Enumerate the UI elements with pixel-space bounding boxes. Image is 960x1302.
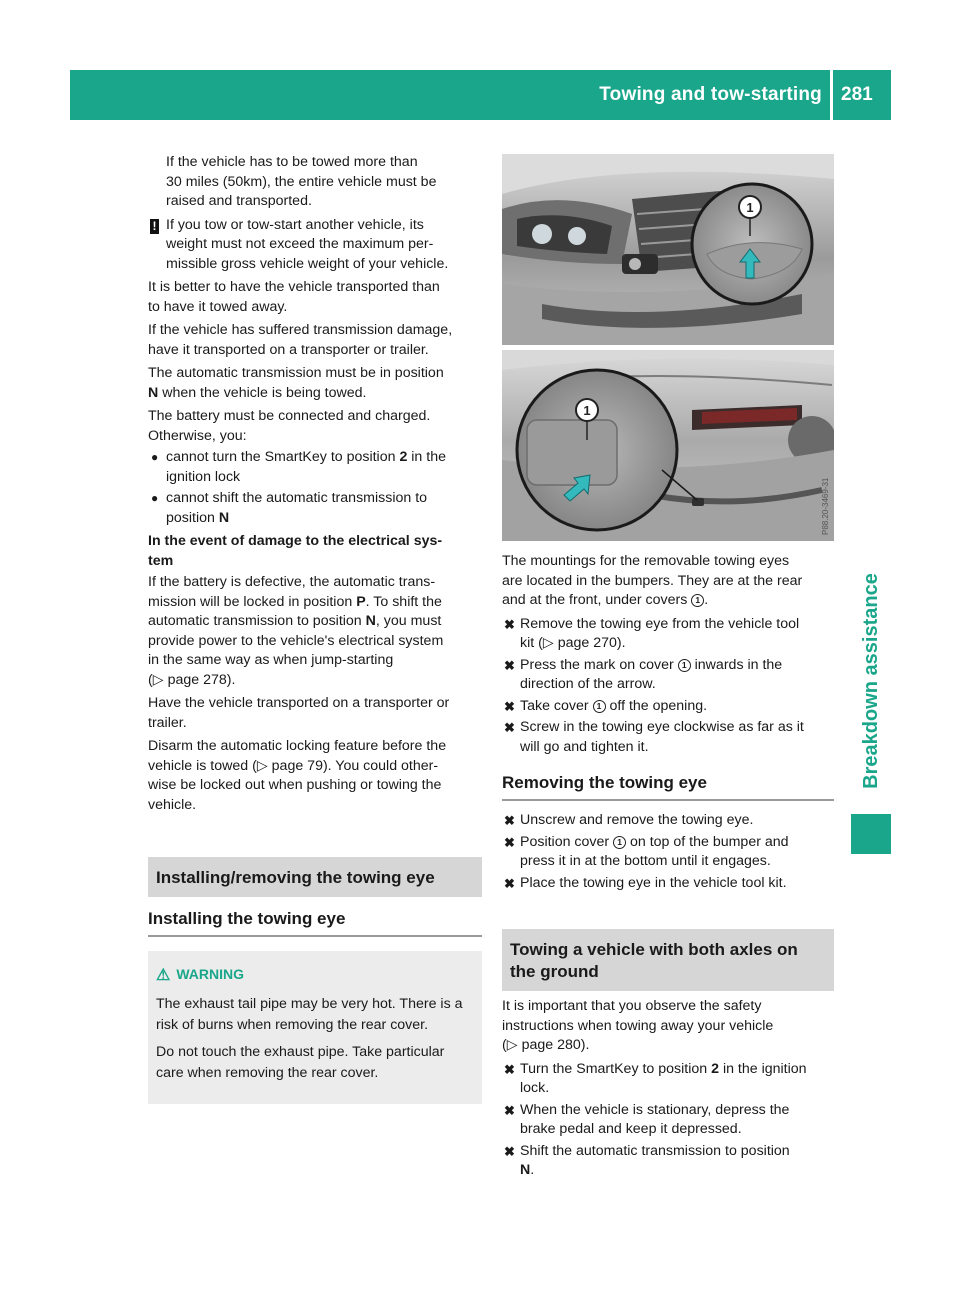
page-reference-link[interactable]: kit (▷ page 270).: [520, 635, 626, 651]
list-item: ✖ Unscrew and remove the towing eye.: [502, 811, 834, 831]
step-arrow-icon: ✖: [504, 1143, 515, 1159]
step-arrow-icon: ✖: [504, 875, 515, 891]
list-item: ✖ Place the towing eye in the vehicle tool kit.: [502, 874, 834, 894]
caution-note: ! If you tow or tow-start another vehicle, its weight must not exceed the maximum per- missible gross vehicle weight of your vehicle.: [148, 216, 482, 275]
warning-triangle-icon: ⚠: [156, 967, 171, 984]
bullet-icon: ●: [151, 491, 159, 505]
subheading-electrical: In the event of damage to the electrical sys- tem: [148, 533, 443, 569]
paragraph-important: It is important that you observe the safety instructions when towing away your vehicle (▷ page 280).: [502, 998, 774, 1053]
list-item: ✖ Shift the automatic transmission to position N.: [504, 1142, 790, 1178]
side-tab-marker: [851, 814, 891, 854]
circled-number-icon: 1: [678, 659, 691, 672]
circled-number-icon: 1: [613, 836, 626, 849]
rear-bumper-illustration: [502, 350, 834, 541]
list-item: ✖ Press the mark on cover 1 inwards in the direction of the arrow.: [504, 656, 783, 692]
warning-text: The exhaust tail pipe may be very hot. There is a risk of burns when removing the rear cover.: [156, 995, 463, 1033]
callout-number: 1: [746, 200, 754, 215]
step-arrow-icon: ✖: [504, 616, 515, 632]
left-column: [148, 153, 482, 1104]
paragraph-transmission-damage: If the vehicle has suffered transmission damage, have it transported on a transporter or trailer.: [148, 322, 453, 358]
page-reference-link[interactable]: (▷ page 278).: [148, 671, 236, 688]
list-item: ✖ When the vehicle is stationary, depress the brake pedal and keep it depressed.: [504, 1101, 790, 1137]
paragraph-battery-defective: If the battery is defective, the automatic trans- mission will be locked in position P. To shift the automatic transmission to position N, you must provide power to the vehicle's electrical system in the same way as when jump-starting (▷ page 278).: [148, 574, 444, 688]
paragraph-position-n: The automatic transmission must be in position N when the vehicle is being towed.: [148, 365, 444, 401]
step-arrow-icon: ✖: [504, 1102, 515, 1118]
section-heading-both-axles: Towing a vehicle with both axles on the ground: [502, 929, 834, 991]
paragraph-better: It is better to have the vehicle transported than to have it towed away.: [148, 279, 440, 315]
list-item: ✖ Position cover 1 on top of the bumper and press it in at the bottom until it engages.: [504, 833, 789, 869]
warning-text: Do not touch the exhaust pipe. Take particular care when removing the rear cover.: [156, 1043, 445, 1081]
list-item: ● cannot turn the SmartKey to position 2 in the ignition lock: [151, 449, 446, 485]
paragraph-long-distance: If the vehicle has to be towed more than 30 miles (50km), the entire vehicle must be raised and transported.: [166, 154, 437, 209]
paragraph-disarm: Disarm the automatic locking feature before the vehicle is towed (▷ page 79). You could other- wise be locked out when pushing or towing the vehicle.: [148, 738, 447, 813]
list-item: ✖ Remove the towing eye from the vehicle tool kit (▷ page 270).: [504, 615, 800, 651]
list-item: ✖ Take cover 1 off the opening.: [502, 697, 834, 717]
right-column: [502, 552, 834, 1183]
side-tab: [851, 548, 891, 814]
figure-code: P88.20-3469-31: [821, 477, 830, 535]
paragraph-mountings: The mountings for the removable towing eyes are located in the bumpers. They are at the rear and at the front, under covers 1 .: [502, 553, 803, 608]
list-item: ✖ Turn the SmartKey to position 2 in the ignition lock.: [504, 1060, 807, 1096]
subsection-heading-removing: Removing the towing eye: [502, 759, 834, 801]
page-reference-link[interactable]: (▷ page 280).: [502, 1037, 590, 1053]
paragraph-transporter: Have the vehicle transported on a transporter or trailer.: [148, 695, 450, 731]
section-heading-towing-eye: Installing/removing the towing eye: [148, 857, 482, 897]
side-tab-label: Breakdown assistance: [860, 573, 882, 789]
step-arrow-icon: ✖: [504, 834, 515, 850]
header-separator: [830, 70, 833, 120]
step-arrow-icon: ✖: [504, 1061, 515, 1077]
warning-title: ⚠ WARNING: [156, 966, 245, 984]
chapter-title: Towing and tow-starting: [599, 84, 822, 105]
circled-number-icon: 1: [593, 700, 606, 713]
circled-number-icon: 1: [691, 594, 704, 607]
step-arrow-icon: ✖: [504, 720, 515, 735]
front-bumper-illustration: [502, 154, 834, 345]
step-arrow-icon: ✖: [504, 813, 515, 828]
exclamation-icon: !: [150, 219, 159, 234]
subsection-heading-installing: Installing the towing eye: [148, 897, 482, 937]
callout-number: 1: [583, 403, 591, 418]
bullet-icon: ●: [151, 450, 159, 464]
list-item: ✖ Screw in the towing eye clockwise as far as it will go and tighten it.: [504, 719, 804, 755]
page-number: 281: [841, 84, 873, 105]
step-arrow-icon: ✖: [504, 657, 515, 673]
paragraph-battery: The battery must be connected and charged. Otherwise, you:: [148, 408, 431, 444]
step-arrow-icon: ✖: [504, 698, 515, 714]
page-reference-link[interactable]: vehicle is towed (▷ page 79). You could other-: [148, 757, 439, 774]
front-bumper-image: [502, 154, 834, 345]
list-item: ● cannot shift the automatic transmission to position N: [151, 490, 428, 526]
rear-bumper-image: [502, 350, 834, 541]
warning-box: [148, 951, 482, 1104]
